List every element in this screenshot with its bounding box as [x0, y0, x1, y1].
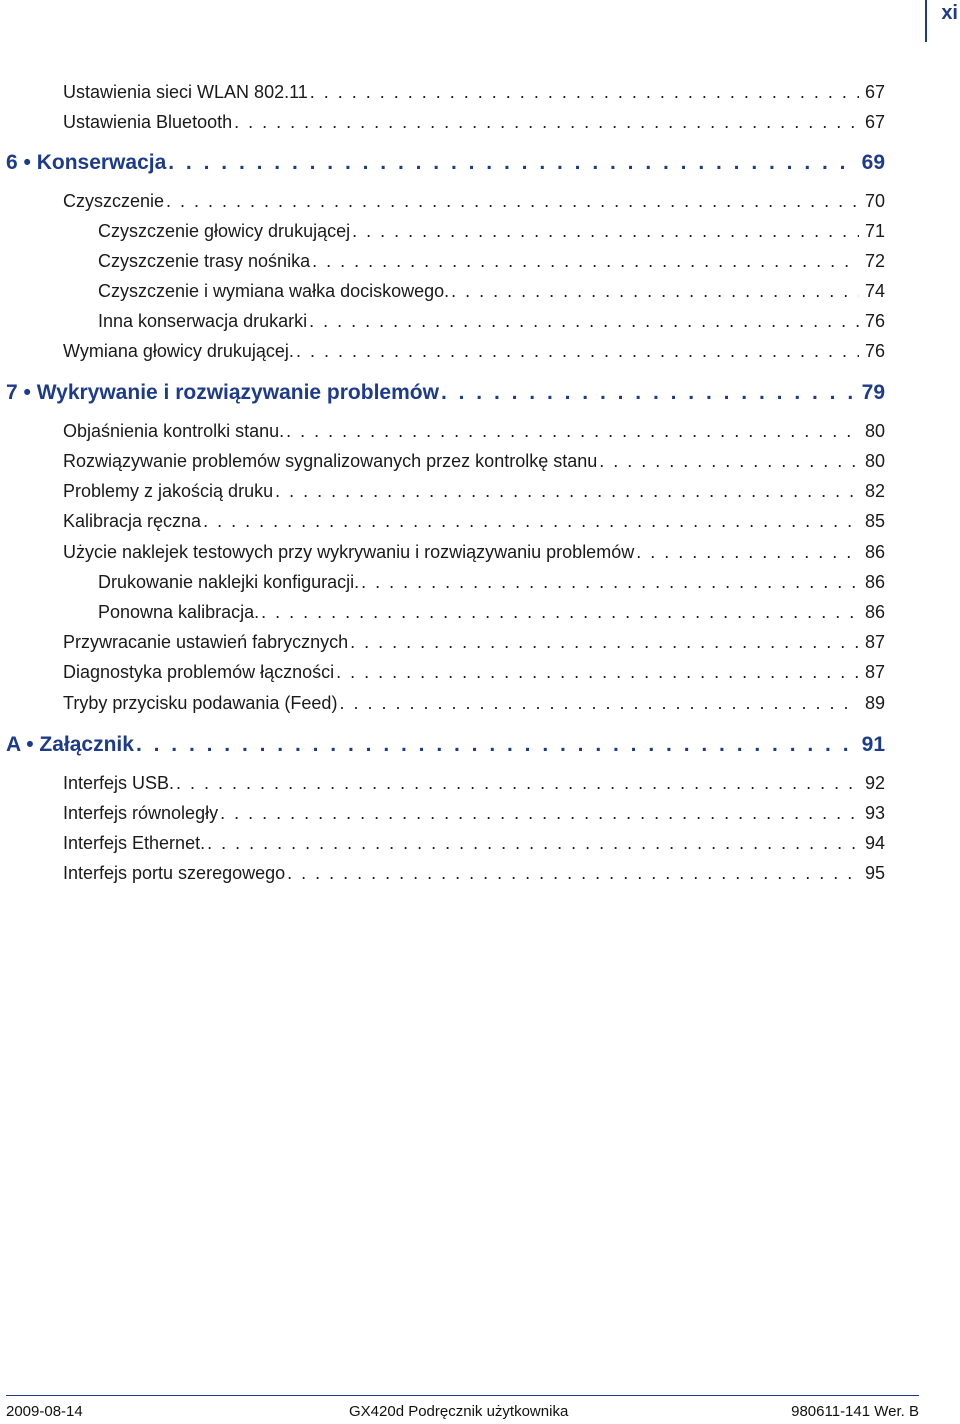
toc-dot-leader [310, 251, 859, 272]
toc-dot-leader [634, 542, 859, 563]
toc-entry-page: 91 [861, 733, 885, 756]
toc-dot-leader [284, 421, 859, 442]
toc-entry-title: Inna konserwacja drukarki [98, 311, 308, 331]
toc-entry[interactable] [63, 693, 885, 714]
toc-entry-title: Tryby przycisku podawania (Feed) [63, 693, 338, 713]
toc-entry-page: 92 [864, 773, 885, 793]
toc-dot-leader [201, 511, 859, 532]
toc-entry-page: 74 [864, 281, 885, 301]
toc-entry-title: Ustawienia Bluetooth [63, 112, 233, 132]
toc-dot-leader [294, 341, 859, 362]
toc-dot-leader [439, 381, 856, 405]
toc-dot-leader [359, 572, 859, 593]
toc-dot-leader [350, 221, 859, 242]
footer-date: 2009-08-14 [6, 1403, 83, 1420]
toc-entry-title: Wymiana głowicy drukującej. [63, 341, 294, 361]
toc-dot-leader [348, 632, 859, 653]
toc-dot-leader [205, 833, 859, 854]
toc-dot-leader [308, 82, 859, 103]
toc-entry[interactable] [63, 542, 885, 563]
toc-chapter[interactable] [6, 733, 885, 757]
toc-entry-title: Interfejs Ethernet. [63, 833, 206, 853]
toc-entry-page: 70 [864, 191, 885, 211]
toc-entry[interactable] [63, 773, 885, 794]
toc-entry-page: 86 [864, 572, 885, 592]
toc-entry-page: 79 [861, 381, 885, 404]
toc-entry-title: Interfejs USB. [63, 773, 175, 793]
toc-dot-leader [597, 451, 859, 472]
toc-dot-leader [166, 151, 855, 175]
toc-entry[interactable] [63, 451, 885, 472]
toc-entry-title: 7 • Wykrywanie i rozwiązywanie problemów [6, 381, 439, 404]
footer-rule [6, 1395, 919, 1396]
toc-entry-page: 87 [864, 662, 885, 682]
toc-entry-title: Rozwiązywanie problemów sygnalizowanych przez kontrolkę stanu [63, 451, 598, 471]
page-number-rule [925, 0, 927, 42]
toc-entry[interactable] [98, 602, 885, 623]
toc-entry[interactable] [98, 572, 885, 593]
toc-entry[interactable] [98, 311, 885, 332]
toc-entry-title: Użycie naklejek testowych przy wykrywaniu i rozwiązywaniu problemów [63, 542, 635, 562]
toc-entry-page: 85 [864, 511, 885, 531]
toc-entry[interactable] [63, 191, 885, 212]
toc-entry-title: Ustawienia sieci WLAN 802.11 [63, 82, 308, 102]
toc-dot-leader [174, 773, 859, 794]
toc-entry[interactable] [98, 251, 885, 272]
toc-entry-page: 94 [864, 833, 885, 853]
toc-entry[interactable] [63, 82, 885, 103]
toc-entry[interactable] [63, 803, 885, 824]
toc-entry-page: 67 [864, 82, 885, 102]
toc-entry-title: Drukowanie naklejki konfiguracji. [98, 572, 360, 592]
toc-entry[interactable] [63, 662, 885, 683]
toc-entry-title: 6 • Konserwacja [6, 151, 167, 174]
toc-entry-page: 93 [864, 803, 885, 823]
toc-entry-page: 72 [864, 251, 885, 271]
toc-entry-page: 86 [864, 602, 885, 622]
toc-entry-title: Objaśnienia kontrolki stanu. [63, 421, 285, 441]
toc-entry-title: Przywracanie ustawień fabrycznych [63, 632, 349, 652]
toc-dot-leader [164, 191, 859, 212]
toc-entry-title: Interfejs równoległy [63, 803, 219, 823]
toc-chapter[interactable] [6, 381, 885, 405]
toc-entry-page: 80 [864, 421, 885, 441]
toc-entry-title: Problemy z jakością druku [63, 481, 274, 501]
toc-entry-title: Interfejs portu szeregowego [63, 863, 286, 883]
toc-entry[interactable] [63, 863, 885, 884]
toc-entry-page: 76 [864, 341, 885, 361]
toc-entry[interactable] [63, 421, 885, 442]
toc-entry[interactable] [63, 112, 885, 133]
toc-entry-page: 87 [864, 632, 885, 652]
toc-dot-leader [285, 863, 859, 884]
toc-entry-page: 86 [864, 542, 885, 562]
toc-dot-leader [273, 481, 859, 502]
toc-entry[interactable] [63, 511, 885, 532]
toc-entry-page: 80 [864, 451, 885, 471]
page-number: xi [941, 2, 958, 24]
toc-dot-leader [334, 662, 859, 683]
toc-entry-page: 82 [864, 481, 885, 501]
footer-manual-title: GX420d Podręcznik użytkownika [349, 1403, 569, 1420]
toc-dot-leader [307, 311, 859, 332]
toc-entry-title: Czyszczenie i wymiana wałka dociskowego. [98, 281, 450, 301]
toc-entry-page: 69 [861, 151, 885, 174]
toc-entry-page: 76 [864, 311, 885, 331]
toc-entry[interactable] [63, 341, 885, 362]
toc-entry-title: Diagnostyka problemów łączności [63, 662, 335, 682]
toc-dot-leader [134, 733, 856, 757]
toc-entry-page: 89 [864, 693, 885, 713]
toc-entry-title: Czyszczenie [63, 191, 165, 211]
toc-dot-leader [259, 602, 859, 623]
toc-dot-leader [232, 112, 859, 133]
toc-entry[interactable] [98, 221, 885, 242]
toc-entry[interactable] [63, 632, 885, 653]
footer-revision: 980611-141 Wer. B [791, 1403, 919, 1420]
toc-entry-page: 71 [864, 221, 885, 241]
toc-entry-title: Czyszczenie głowicy drukującej [98, 221, 351, 241]
toc-entry-title: Ponowna kalibracja. [98, 602, 260, 622]
toc-entry[interactable] [98, 281, 885, 302]
toc-dot-leader [449, 281, 859, 302]
toc-entry[interactable] [63, 833, 885, 854]
toc-entry-title: Czyszczenie trasy nośnika [98, 251, 311, 271]
toc-dot-leader [218, 803, 859, 824]
toc-entry-page: 67 [864, 112, 885, 132]
toc-entry-title: A • Załącznik [6, 733, 134, 756]
toc-entry[interactable] [63, 481, 885, 502]
toc-entry-title: Kalibracja ręczna [63, 511, 202, 531]
toc-dot-leader [337, 693, 859, 714]
toc-chapter[interactable] [6, 151, 885, 175]
toc-entry-page: 95 [864, 863, 885, 883]
